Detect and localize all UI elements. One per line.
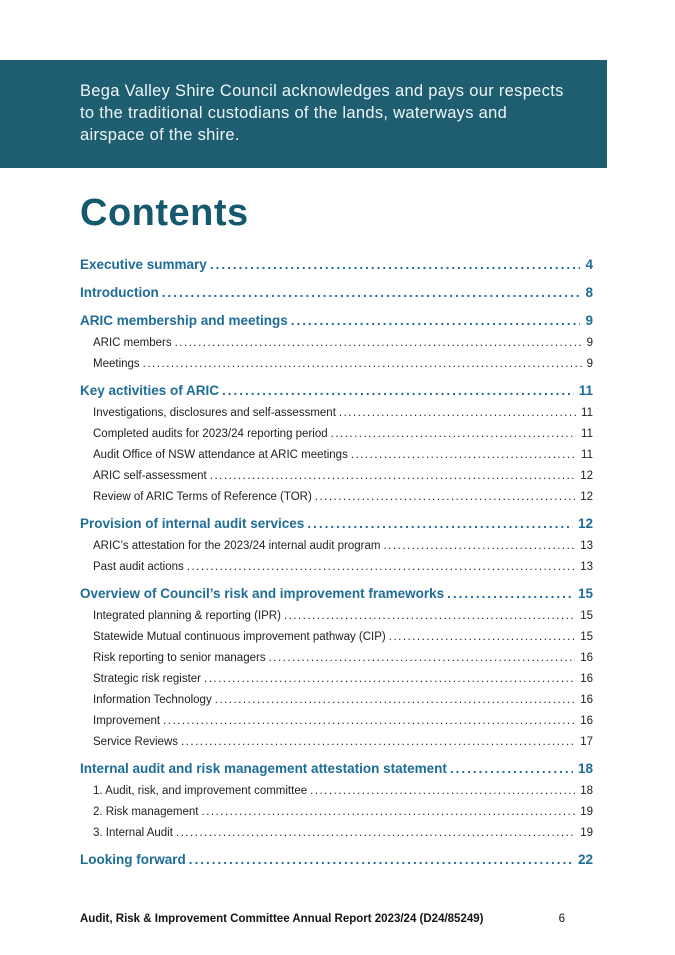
footer-document-title: Audit, Risk & Improvement Committee Annual Report 2023/24 (D24/85249) (80, 913, 484, 925)
toc-entry-label: Service Reviews (93, 736, 178, 748)
toc-dot-leader (181, 735, 575, 749)
toc-entry-label: ARIC’s attestation for the 2023/24 internal audit program (93, 540, 381, 552)
toc-entry[interactable] (80, 693, 593, 707)
toc-entry-page: 15 (577, 586, 593, 601)
toc-entry-label: Executive summary (80, 257, 207, 272)
toc-dot-leader (269, 651, 576, 665)
toc-dot-leader (310, 784, 575, 798)
toc-entry-page: 11 (581, 428, 593, 440)
toc-entry[interactable] (80, 257, 593, 273)
toc-entry[interactable] (80, 651, 593, 665)
toc-entry-label: Statewide Mutual continuous improvement pathway (CIP) (93, 631, 386, 643)
toc-entry[interactable] (80, 285, 593, 301)
toc-dot-leader (201, 805, 575, 819)
toc-entry[interactable] (80, 539, 593, 553)
toc-dot-leader (383, 539, 575, 553)
toc-entry-label: Investigations, disclosures and self-assessment (93, 407, 336, 419)
toc-dot-leader (187, 560, 575, 574)
toc-entry-label: Key activities of ARIC (80, 383, 220, 398)
footer-page-number: 6 (558, 913, 565, 925)
toc-entry[interactable] (80, 490, 593, 504)
toc-entry[interactable] (80, 427, 593, 441)
toc-entry-page: 11 (581, 407, 593, 419)
toc-dot-leader (176, 826, 575, 840)
toc-entry[interactable] (80, 336, 593, 350)
toc-entry-page: 15 (580, 610, 593, 622)
toc-entry-page: 16 (580, 694, 593, 706)
toc-entry-label: Introduction (80, 285, 159, 300)
toc-dot-leader (291, 313, 581, 329)
toc-entry-label: Strategic risk register (93, 673, 202, 685)
toc-entry-page: 17 (580, 736, 593, 748)
toc-dot-leader (189, 852, 573, 868)
toc-entry-page: 4 (585, 257, 593, 272)
toc-entry[interactable] (80, 609, 593, 623)
toc-entry-page: 9 (586, 358, 593, 370)
toc-dot-leader (175, 336, 582, 350)
toc-entry-page: 13 (580, 561, 593, 573)
toc-entry-page: 16 (580, 652, 593, 664)
toc-list (80, 257, 593, 868)
toc-entry[interactable] (80, 313, 593, 329)
toc-dot-leader (215, 693, 576, 707)
toc-entry[interactable] (80, 672, 593, 686)
toc-entry-label: Overview of Council’s risk and improvement frameworks (80, 586, 445, 601)
toc-dot-leader (204, 672, 575, 686)
toc-entry-label: Looking forward (80, 852, 186, 867)
toc-entry-page: 16 (580, 715, 593, 727)
toc-dot-leader (351, 448, 576, 462)
toc-dot-leader (162, 285, 581, 301)
toc-entry-label: 2. Risk management (93, 806, 199, 818)
acknowledgement-text: Bega Valley Shire Council acknowledges and pays our respects to the traditional custodians of the lands, waterways and airspace of the shire. (80, 82, 564, 144)
toc-dot-leader (331, 427, 576, 441)
toc-entry[interactable] (80, 852, 593, 868)
toc-entry[interactable] (80, 826, 593, 840)
toc-entry-page: 9 (585, 313, 593, 328)
toc-entry-page: 19 (580, 806, 593, 818)
toc-entry-label: Information Technology (93, 694, 212, 706)
toc-dot-leader (143, 357, 582, 371)
toc-entry-label: Risk reporting to senior managers (93, 652, 266, 664)
toc-entry[interactable] (80, 448, 593, 462)
toc-dot-leader (307, 516, 573, 532)
toc-dot-leader (222, 383, 574, 399)
acknowledgement-banner (0, 60, 607, 168)
toc-entry-page: 18 (577, 761, 593, 776)
toc-dot-leader (450, 761, 573, 777)
toc-entry-label: ARIC membership and meetings (80, 313, 288, 328)
toc-entry[interactable] (80, 406, 593, 420)
toc-entry[interactable] (80, 383, 593, 399)
toc-entry-label: Meetings (93, 358, 140, 370)
toc-entry-label: Provision of internal audit services (80, 516, 305, 531)
toc-entry-label: Improvement (93, 715, 161, 727)
toc-entry-label: ARIC self-assessment (93, 470, 207, 482)
toc-entry-page: 13 (580, 540, 593, 552)
toc-entry-label: Internal audit and risk management attestation statement (80, 761, 447, 776)
toc-entry-page: 9 (586, 337, 593, 349)
toc-entry-page: 19 (580, 827, 593, 839)
toc-entry-label: Integrated planning & reporting (IPR) (93, 610, 281, 622)
toc-entry[interactable] (80, 469, 593, 483)
toc-entry-page: 22 (577, 852, 593, 867)
toc-entry-label: ARIC members (93, 337, 172, 349)
toc-entry-page: 16 (580, 673, 593, 685)
toc-entry[interactable] (80, 714, 593, 728)
toc-entry-page: 11 (581, 449, 593, 461)
toc-entry-page: 15 (580, 631, 593, 643)
toc-entry-label: Audit Office of NSW attendance at ARIC meetings (93, 449, 348, 461)
toc-dot-leader (210, 257, 581, 273)
toc-dot-leader (210, 469, 575, 483)
toc-dot-leader (163, 714, 575, 728)
toc-entry-page: 12 (580, 470, 593, 482)
toc-entry-page: 12 (577, 516, 593, 531)
toc-entry-page: 18 (580, 785, 593, 797)
toc-entry-label: Review of ARIC Terms of Reference (TOR) (93, 491, 312, 503)
toc-entry[interactable] (80, 735, 593, 749)
toc-entry[interactable] (80, 357, 593, 371)
toc-entry-label: Past audit actions (93, 561, 184, 573)
toc-entry-label: 3. Internal Audit (93, 827, 173, 839)
toc-entry[interactable] (80, 784, 593, 798)
toc-dot-leader (315, 490, 575, 504)
toc-entry-label: Completed audits for 2023/24 reporting period (93, 428, 328, 440)
toc-entry[interactable] (80, 560, 593, 574)
toc-entry[interactable] (80, 516, 593, 532)
toc-dot-leader (284, 609, 575, 623)
toc-entry[interactable] (80, 761, 593, 777)
toc-dot-leader (389, 630, 575, 644)
toc-entry-page: 8 (585, 285, 593, 300)
toc-dot-leader (447, 586, 573, 602)
toc-entry-page: 11 (578, 383, 593, 398)
toc-entry-label: 1. Audit, risk, and improvement committee (93, 785, 308, 797)
toc-entry[interactable] (80, 805, 593, 819)
toc-entry[interactable] (80, 586, 593, 602)
toc-entry-page: 12 (580, 491, 593, 503)
page-title: Contents (80, 192, 249, 234)
page-footer (80, 913, 593, 925)
toc-dot-leader (339, 406, 576, 420)
toc-entry[interactable] (80, 630, 593, 644)
